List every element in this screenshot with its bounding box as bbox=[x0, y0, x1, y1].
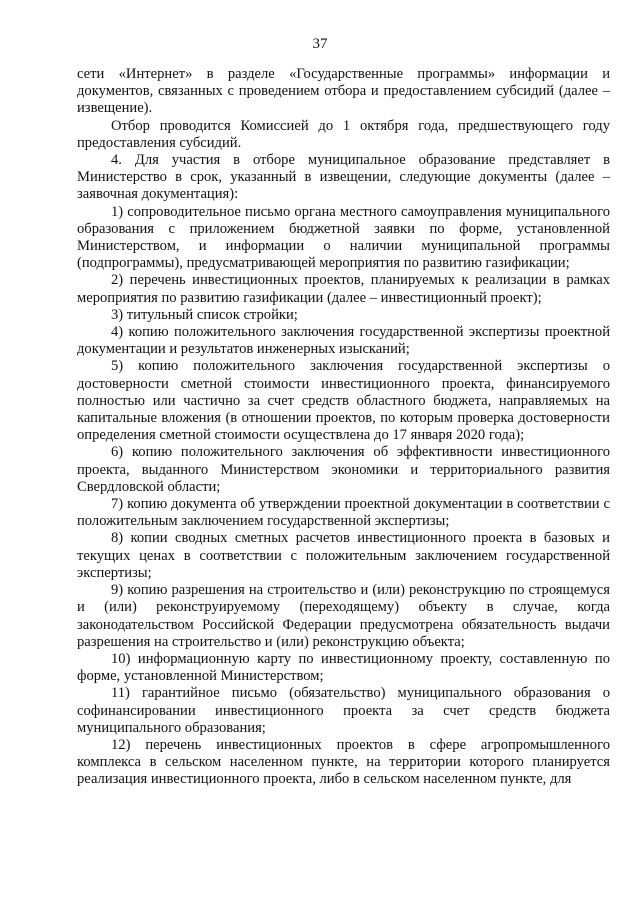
list-item-2: 2) перечень инвестиционных проектов, планируемых к реализации в рамках мероприятия по развитию газификации (далее – инвестиционный проект); bbox=[77, 272, 610, 306]
paragraph-item-4: 4. Для участия в отборе муниципальное образование представляет в Министерство в срок, указанный в извещении, следующие документы (далее – заявочная документация): bbox=[77, 152, 610, 203]
list-item-6: 6) копию положительного заключения об эффективности инвестиционного проекта, выданного Министерством экономики и территориального развития Свердловской области; bbox=[77, 444, 610, 495]
list-item-3: 3) титульный список стройки; bbox=[111, 306, 298, 323]
list-item-12: 12) перечень инвестиционных проектов в сфере агропромышленного комплекса в сельском населенном пункте, на территории которого планируется реализация инвестиционного проекта, либо в сельском населенном пункте, для bbox=[77, 736, 610, 788]
paragraph-continuation: сети «Интернет» в разделе «Государственные программы» информации и документов, связанных с проведением отбора и предоставлением субсидий (далее – извещение). bbox=[77, 66, 610, 117]
page-number: 37 bbox=[312, 36, 328, 52]
list-item-9: 9) копию разрешения на строительство и (или) реконструкцию по строящемуся и (или) реконструируемому (переходящему) объекту в случае, когда законодательством Российской Федерации предусмотрена обязательность выдачи разрешения на строительство и (или) реконструкцию объекта; bbox=[77, 582, 610, 650]
list-item-10: 10) информационную карту по инвестиционному проекту, составленную по форме, установленной Министерством; bbox=[77, 650, 610, 685]
list-item-4: 4) копию положительного заключения государственной экспертизы проектной документации и результатов инженерных изысканий; bbox=[77, 324, 610, 358]
list-item-11: 11) гарантийное письмо (обязательство) муниципального образования о софинансировании инвестиционного проекта за счет средств бюджета муниципального образования; bbox=[77, 685, 610, 736]
list-item-7: 7) копию документа об утверждении проектной документации в соответствии с положительным заключением государственной экспертизы; bbox=[77, 496, 610, 530]
document-body bbox=[77, 66, 610, 789]
paragraph-selection-deadline: Отбор проводится Комиссией до 1 октября года, предшествующего году предоставления субсидий. bbox=[77, 117, 610, 151]
list-item-5: 5) копию положительного заключения государственной экспертизы о достоверности сметной стоимости инвестиционного проекта, финансируемого полностью или частично за счет средств областного бюджета, направляемых на капитальные вложения (в отношении проектов, по которым проверка достоверности определения сметной стоимости осуществлена до 17 января 2020 года); bbox=[77, 358, 610, 444]
list-item-8: 8) копии сводных сметных расчетов инвестиционного проекта в базовых и текущих ценах в соответствии с положительным заключением государственной экспертизы; bbox=[77, 530, 610, 581]
list-item-1: 1) сопроводительное письмо органа местного самоуправления муниципального образования с приложением бюджетной заявки по форме, установленной Министерством, и информации о наличии муниципальной программы (подпрограммы), предусматривающей мероприятия по развитию газификации; bbox=[77, 203, 610, 272]
